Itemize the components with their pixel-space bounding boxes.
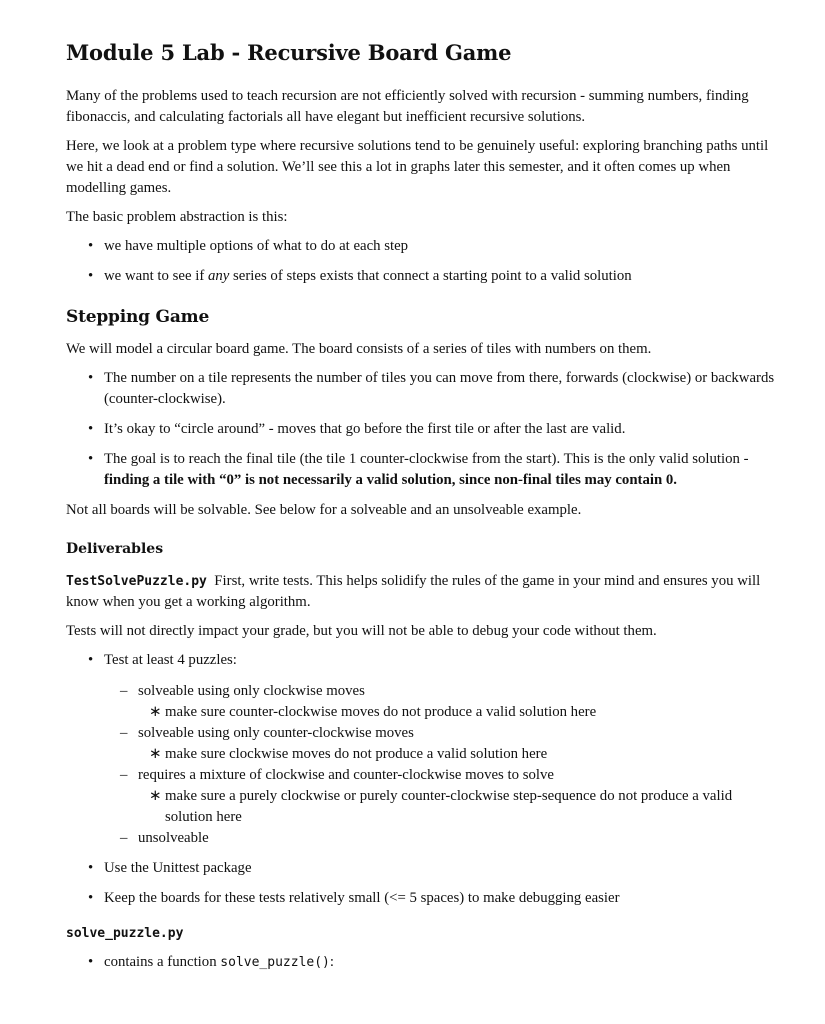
list-item: – requires a mixture of clockwise and counter-clockwise moves to solve ∗ make sure a purely clockwise or purely counter-clockwise step-sequence do not produce a valid solution here [104,765,778,828]
list-item: – solveable using only clockwise moves ∗ make sure counter-clockwise moves do not produce a valid solution here [104,681,778,723]
abstraction-list [66,236,778,287]
list-item: • we want to see if any series of steps exists that connect a starting point to a valid solution [66,266,778,287]
function-name: solve_puzzle() [220,955,330,970]
list-item: • It’s okay to “circle around” - moves that go before the first tile or after the last are valid. [66,419,778,440]
page-title: Module 5 Lab - Recursive Board Game [66,40,512,65]
solve-file-heading: solve_puzzle.py [66,926,184,941]
list-item: – unsolveable [104,828,778,849]
section-heading-stepping-game: Stepping Game [66,307,210,327]
list-item: • Use the Unittest package [66,858,778,879]
test-file-paragraph: TestSolvePuzzle.py First, write tests. This helps solidify the rules of the game in your mind and ensures you will know when you get a working algorithm. [66,573,761,610]
list-item: • Keep the boards for these tests relatively small (<= 5 spaces) to make debugging easier [66,888,778,909]
intro-paragraph-3: The basic problem abstraction is this: [66,209,288,225]
section-heading-deliverables: Deliverables [66,541,164,557]
stepping-paragraph-2: Not all boards will be solvable. See below for a solveable and an unsolveable example. [66,502,582,518]
list-item: • Test at least 4 puzzles: – solveable using only clockwise moves ∗ make sure counter-clockwise moves do not produce a valid solution here – solveable using only counter-clockwise moves ∗ make sure clockwise moves do not produce a valid solution here – requires a mixture of clockwise and counter-clockwise moves to solve ∗ make sure a purely clockwise or purely counter-clockwise step-sequence do not produce a valid solution here – unsolveable [66,650,778,849]
list-item: ∗ make sure counter-clockwise moves do not produce a valid solution here [138,702,778,723]
list-item: ∗ make sure clockwise moves do not produce a valid solution here [138,744,778,765]
solve-requirements-list [66,952,778,973]
rules-list [66,368,778,491]
list-item: ∗ make sure a purely clockwise or purely counter-clockwise step-sequence do not produce a valid solution here [138,786,778,828]
intro-paragraph-2: Here, we look at a problem type where recursive solutions tend to be genuinely useful: exploring branching paths until we hit a dead end or find a solution. We’ll see this a lot in graphs later this semester, and it often comes up when modelling games. [66,138,769,196]
list-item: • The goal is to reach the final tile (the tile 1 counter-clockwise from the start). This is the only valid solution - finding a tile with “0” is not necessarily a valid solution, since non-final tiles may contain 0. [66,449,778,491]
stepping-paragraph-1: We will model a circular board game. The board consists of a series of tiles with numbers on them. [66,341,652,357]
test-note-paragraph: Tests will not directly impact your grade, but you will not be able to debug your code without them. [66,623,657,639]
list-item: • The number on a tile represents the number of tiles you can move from there, forwards (clockwise) or backwards (counter-clockwise). [66,368,778,410]
document-page [66,38,778,982]
intro-paragraph-1: Many of the problems used to teach recursion are not efficiently solved with recursion - summing numbers, finding fibonaccis, and calculating factorials all have elegant but inefficient recursive solutions. [66,88,749,125]
list-item: – solveable using only counter-clockwise moves ∗ make sure clockwise moves do not produce a valid solution here [104,723,778,765]
test-file-name: TestSolvePuzzle.py [66,574,207,589]
test-requirements-list [66,650,778,909]
puzzle-cases-list [104,681,778,849]
list-item: • we have multiple options of what to do at each step [66,236,778,257]
list-item: • contains a function solve_puzzle(): [66,952,778,973]
